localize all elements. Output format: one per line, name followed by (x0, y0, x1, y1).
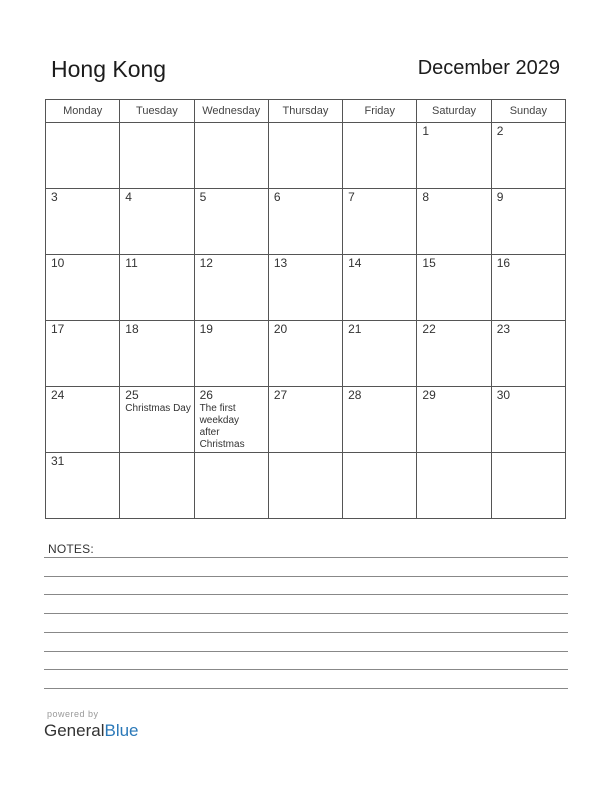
day-cell (268, 255, 342, 321)
day-number (120, 123, 193, 125)
day-number (120, 453, 193, 455)
week-row (46, 387, 566, 453)
holiday-label: Christmas Day (125, 403, 191, 414)
day-cell (417, 387, 491, 453)
powered-by-text: powered by (47, 709, 99, 719)
day-cell (343, 387, 417, 453)
day-number (46, 123, 119, 125)
day-cell (120, 387, 194, 453)
brand-blue: Blue (104, 721, 139, 740)
day-cell (120, 321, 194, 387)
note-line (44, 669, 568, 670)
brand-general: General (44, 721, 105, 740)
day-number: 3 (51, 190, 58, 204)
day-cell (120, 189, 194, 255)
weekday-header-row (46, 100, 566, 123)
day-cell (268, 453, 342, 519)
day-number: 10 (51, 256, 65, 270)
day-number: 14 (348, 256, 362, 270)
day-number: 31 (51, 454, 65, 468)
day-number: 17 (51, 322, 65, 336)
day-cell (417, 453, 491, 519)
day-number: 16 (496, 256, 511, 270)
day-number: 27 (273, 388, 288, 402)
note-line (44, 632, 568, 633)
weekday-friday: Friday (343, 100, 417, 123)
day-cell (491, 255, 565, 321)
day-number: 7 (348, 190, 355, 204)
day-number: 30 (496, 388, 511, 402)
week-row (46, 123, 566, 189)
holiday-label: The first weekday after Christmas (199, 403, 245, 450)
week-row (46, 189, 566, 255)
notes-label: NOTES: (48, 542, 94, 556)
day-number: 20 (273, 322, 288, 336)
day-number: 12 (199, 256, 213, 270)
day-number: 26 (199, 388, 213, 402)
day-cell (268, 321, 342, 387)
week-row (46, 453, 566, 519)
calendar-grid (45, 99, 566, 519)
brand-logo[interactable] (44, 721, 139, 741)
day-number: 13 (273, 256, 288, 270)
weekday-tuesday: Tuesday (120, 100, 194, 123)
day-cell (120, 453, 194, 519)
day-number (492, 453, 565, 455)
day-number (195, 453, 268, 455)
day-cell (491, 387, 565, 453)
day-cell (194, 387, 268, 453)
day-cell (46, 321, 120, 387)
day-cell (491, 453, 565, 519)
day-cell (343, 189, 417, 255)
day-number: 9 (496, 190, 504, 204)
month-year-title: December 2029 (417, 57, 560, 79)
note-line (44, 613, 568, 614)
day-number: 15 (422, 256, 436, 270)
day-number: 22 (422, 322, 436, 336)
day-cell (46, 123, 120, 189)
day-cell (343, 123, 417, 189)
day-cell (417, 189, 491, 255)
note-line (44, 576, 568, 577)
day-number (343, 123, 416, 125)
day-number: 4 (125, 190, 132, 204)
note-line (44, 651, 568, 652)
day-number (269, 453, 342, 455)
day-cell (120, 123, 194, 189)
day-cell (491, 189, 565, 255)
country-title: Hong Kong (51, 56, 167, 82)
day-number: 19 (199, 322, 213, 336)
day-number: 6 (273, 190, 281, 204)
day-number (343, 453, 416, 455)
weekday-monday: Monday (46, 100, 120, 123)
day-cell (491, 321, 565, 387)
day-number: 29 (422, 388, 436, 402)
day-cell (120, 255, 194, 321)
note-line (44, 557, 568, 558)
day-cell (194, 123, 268, 189)
day-cell (268, 123, 342, 189)
note-line (44, 594, 568, 595)
weekday-saturday: Saturday (417, 100, 491, 123)
week-row (46, 255, 566, 321)
day-number: 25 (125, 388, 139, 402)
day-number (195, 123, 268, 125)
day-cell (46, 255, 120, 321)
day-cell (46, 453, 120, 519)
day-number: 5 (199, 190, 207, 204)
day-cell (417, 123, 491, 189)
day-number (269, 123, 342, 125)
day-cell (194, 255, 268, 321)
day-number: 18 (125, 322, 139, 336)
day-cell (343, 321, 417, 387)
note-line (44, 688, 568, 689)
day-number: 24 (51, 388, 65, 402)
day-cell (194, 321, 268, 387)
day-cell (343, 453, 417, 519)
day-cell (417, 255, 491, 321)
day-number: 21 (348, 322, 362, 336)
day-cell (417, 321, 491, 387)
week-row (46, 321, 566, 387)
weekday-sunday: Sunday (491, 100, 565, 123)
day-number: 28 (348, 388, 362, 402)
day-number: 11 (125, 256, 138, 270)
day-cell (194, 453, 268, 519)
day-number: 23 (496, 322, 511, 336)
day-number: 8 (422, 190, 430, 204)
day-number: 2 (496, 124, 504, 138)
day-cell (491, 123, 565, 189)
day-cell (46, 189, 120, 255)
weekday-thursday: Thursday (268, 100, 342, 123)
day-cell (46, 387, 120, 453)
day-number (417, 453, 490, 455)
day-cell (194, 189, 268, 255)
weekday-wednesday: Wednesday (194, 100, 268, 123)
day-number: 1 (422, 124, 430, 138)
day-cell (268, 189, 342, 255)
day-cell (268, 387, 342, 453)
day-cell (343, 255, 417, 321)
